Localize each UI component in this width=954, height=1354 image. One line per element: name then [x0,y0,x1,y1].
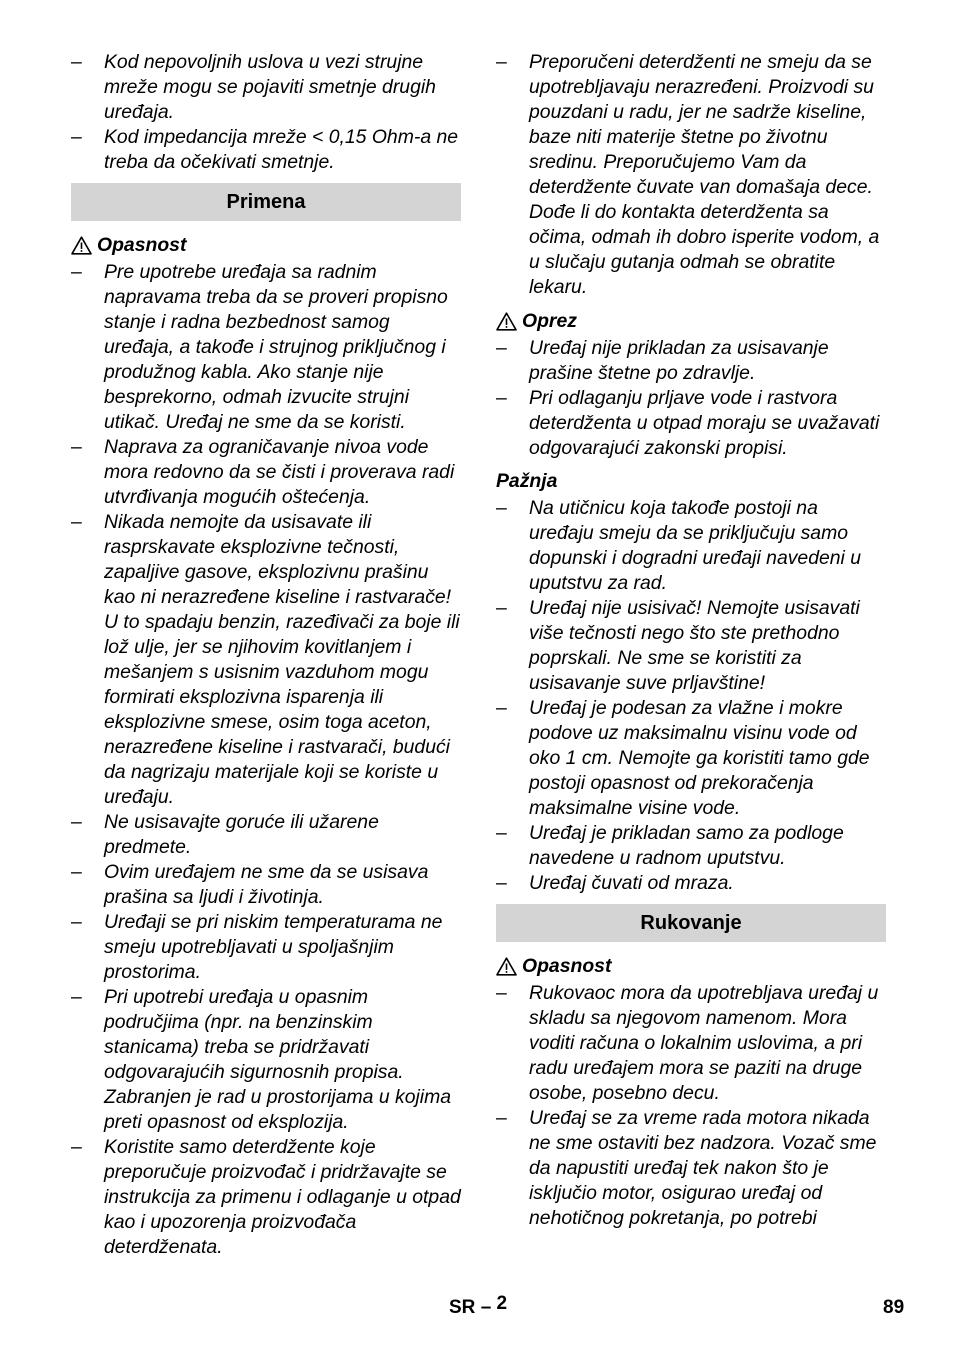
bullet-dash: – [496,872,507,894]
bullet-dash: – [71,126,82,148]
warning-triangle-icon [496,957,522,976]
intro-list [71,50,461,175]
footer-section-code [449,1293,508,1320]
list-item-text: Uređaj nije usisivač! Nemojte usisavati više tečnosti nego što ste prethodno poprskali. Ne sme se koristiti za usisavanje suve prljavštine! [529,597,860,694]
list-item [496,596,886,696]
warning-label: Opasnost [97,234,187,256]
list-item-text: Pri odlaganju prljave vode i rastvora deterdženta u otpad moraju se uvažavati odgovarajući zakonski propisi. [529,387,880,459]
list-item [71,435,461,510]
list-item-text: Kod nepovoljnih uslova u vezi strujne mreže mogu se pojaviti smetnje drugih uređaja. [104,51,436,123]
footer-lang-code: SR [449,1297,476,1318]
list-item-text: Uređaj se za vreme rada motora nikada ne sme ostaviti bez nadzora. Vozač sme da napustiti uređaj tek nakon što je isključio motor, osigurao uređaj od nehotičnog pokretanja, po potrebi [529,1107,877,1229]
paznja-list [496,496,886,896]
section-heading-rukovanje: Rukovanje [496,904,886,942]
bullet-dash: – [496,982,507,1004]
warning-triangle-icon [71,236,97,255]
list-item [496,981,886,1106]
warning-triangle-icon [496,312,522,331]
bullet-dash: – [71,986,82,1008]
section-heading-primena: Primena [71,183,461,221]
bullet-dash: – [71,261,82,283]
primena-list [71,260,461,1260]
list-item [71,50,461,125]
list-item [496,1106,886,1231]
bullet-dash: – [496,337,507,359]
page-number: 89 [883,1297,905,1318]
caution-heading [496,309,886,333]
list-item-text: Na utičnicu koja takođe postoji na uređaju smeju da se priključuju samo dopunski i dogradni uređaji navedeni u uputstvu za rad. [529,497,862,594]
attention-heading: Pažnja [496,470,558,492]
list-item-text: Uređaji se pri niskim temperaturama ne smeju upotrebljavati u spoljašnjim prostorima. [104,911,443,983]
bullet-dash: – [496,822,507,844]
bullet-dash: – [71,511,82,533]
list-item [71,1135,461,1260]
list-item-text: Naprava za ograničavanje nivoa vode mora redovno da se čisti i proverava radi utvrđivanja mogućih oštećenja. [104,436,455,508]
list-item [496,871,886,896]
list-item [496,336,886,386]
bullet-dash: – [71,911,82,933]
list-item [496,696,886,821]
list-item [71,860,461,910]
list-item [496,386,886,461]
bullet-dash: – [496,51,507,73]
warning-label: Opasnost [522,955,612,977]
list-item [71,810,461,860]
bullet-dash: – [496,597,507,619]
list-item-text: Preporučeni deterdženti ne smeju da se upotrebljavaju nerazređeni. Proizvodi su pouzdani u radu, jer ne sadrže kiseline, baze niti materije štetne po životnu sredinu. Preporučujemo Vam da deterdžente čuvate van domašaja dece. Dođe li do kontakta deterdženta sa očima, odmah ih dobro isperite vodom, a u slučaju gutanja odmah se obratite lekaru. [529,51,880,298]
bullet-dash: – [71,1136,82,1158]
bullet-dash: – [71,861,82,883]
bullet-dash: – [71,436,82,458]
top-list [496,50,886,300]
footer-separator: – [480,1297,492,1318]
list-item [496,496,886,596]
list-item [71,910,461,985]
bullet-dash: – [71,51,82,73]
oprez-list [496,336,886,461]
list-item-text: Rukovaoc mora da upotrebljava uređaj u skladu sa njegovom namenom. Mora voditi računa o lokalnim uslovima, a pri radu uređajem mora se paziti na druge osobe, posebno decu. [529,982,879,1104]
list-item-text: Uređaj je podesan za vlažne i mokre podove uz maksimalnu visinu vode od oko 1 cm. Nemojte ga koristiti tamo gde postoji opasnost od prekoračenja maksimalne visine vode. [529,697,870,819]
rukovanje-list [496,981,886,1231]
footer-section-page: 2 [496,1293,508,1314]
list-item-text: Uređaj je prikladan samo za podloge navedene u radnom uputstvu. [529,822,844,869]
list-item [71,510,461,810]
list-item [496,821,886,871]
right-column [496,50,886,1231]
warning-heading [496,954,886,978]
caution-label: Oprez [522,310,577,332]
warning-heading [71,233,461,257]
list-item-text: Uređaj čuvati od mraza. [529,872,734,894]
bullet-dash: – [496,1107,507,1129]
list-item-text: Ne usisavajte goruće ili užarene predmete. [104,811,379,858]
bullet-dash: – [496,387,507,409]
list-item-text: Ovim uređajem ne sme da se usisava prašina sa ljudi i životinja. [104,861,429,908]
list-item-text: Pre upotrebe uređaja sa radnim napravama treba da se proveri propisno stanje i radna bezbednost samog uređaja, a takođe i strujnog priključnog i produžnog kabla. Ako stanje nije besprekorno, odmah izvucite strujni utikač. Uređaj ne sme da se koristi. [104,261,448,433]
list-item-text: Pri upotrebi uređaja u opasnim područjima (npr. na benzinskim stanicama) treba se pridržavati odgovarajućih sigurnosnih propisa. Zabranjen je rad u prostorijama u kojima preti opasnost od eksplozija. [104,986,452,1133]
list-item-text: Koristite samo deterdžente koje preporučuje proizvođač i pridržavajte se instrukcija za primenu i odlaganje u otpad kao i upozorenja proizvođača deterdženata. [104,1136,461,1258]
list-item [496,50,886,300]
list-item-text: Kod impedancija mreže < 0,15 Ohm-a ne treba da očekivati smetnje. [104,126,459,173]
list-item-text: Nikada nemojte da usisavate ili rasprskavate eksplozivne tečnosti, zapaljive gasove, eksplozivnu prašinu kao ni nerazređene kiseline i rastvarače! U to spadaju benzin, razeđivači za boje ili lož ulje, jer se njihovim kovitlanjem i mešanjem s usisnim vazduhom mogu formirati eksplozivna isparenja ili eksplozivne smese, osim toga aceton, nerazređene kiseline i rastvarači, budući da nagrizaju materijale koji se koriste u uređaju. [104,511,460,808]
list-item [71,125,461,175]
bullet-dash: – [496,697,507,719]
bullet-dash: – [71,811,82,833]
list-item-text: Uređaj nije prikladan za usisavanje prašine štetne po zdravlje. [529,337,829,384]
list-item [71,260,461,435]
list-item [71,985,461,1135]
bullet-dash: – [496,497,507,519]
left-column [71,50,461,1260]
